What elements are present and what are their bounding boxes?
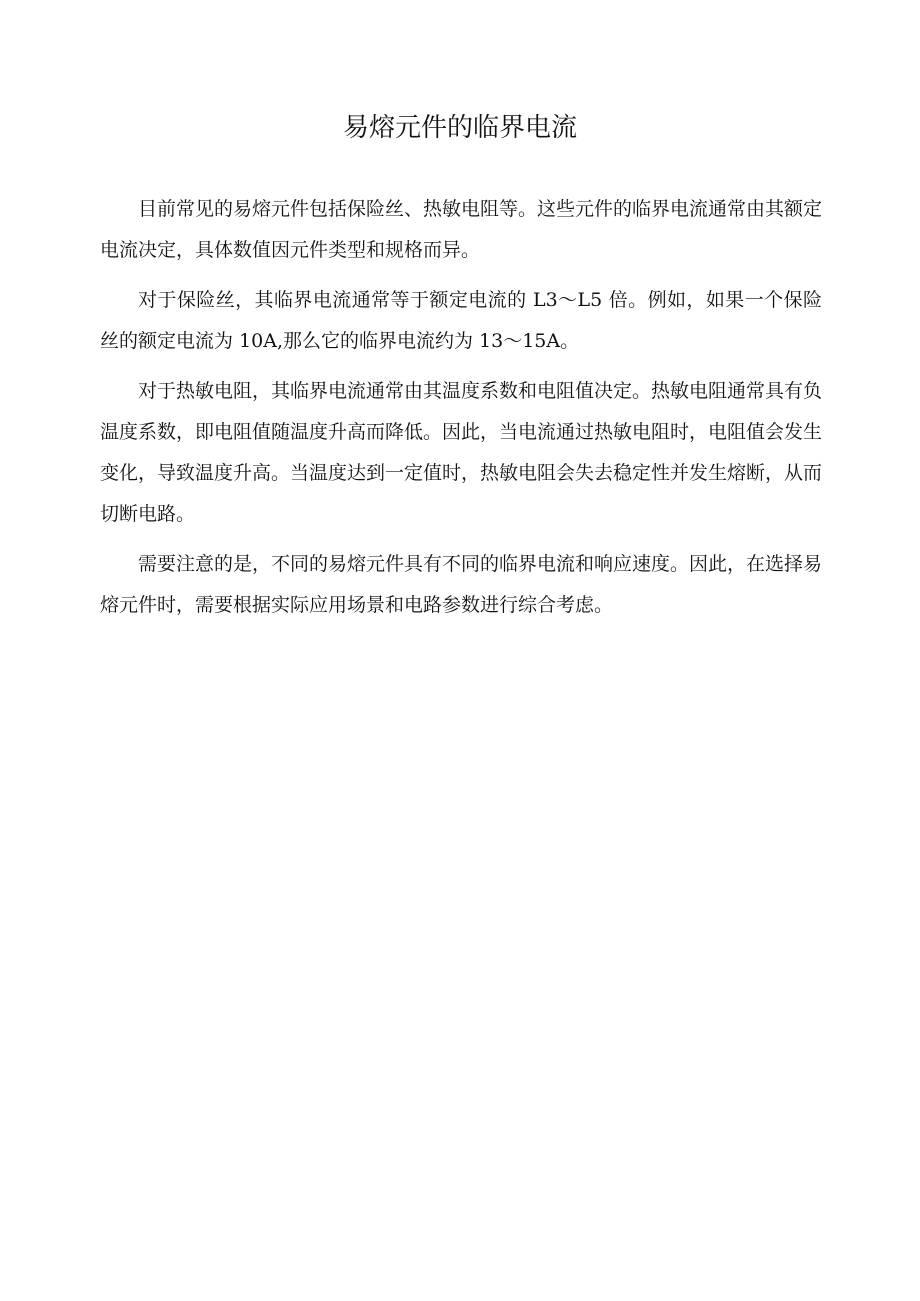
document-title: 易熔元件的临界电流 — [342, 113, 577, 143]
paragraph-fuse: 对于保险丝，其临界电流通常等于额定电流的 L3～L5 倍。例如，如果一个保险丝的额定电流为 10A,那么它的临界电流约为 13～15A。 — [100, 289, 822, 352]
paragraph-note: 需要注意的是，不同的易熔元件具有不同的临界电流和响应速度。因此，在选择易熔元件时，需要根据实际应用场景和电路参数进行综合考虑。 — [100, 553, 823, 616]
paragraph-thermistor: 对于热敏电阻，其临界电流通常由其温度系数和电阻值决定。热敏电阻通常具有负温度系数，即电阻值随温度升高而降低。因此，当电流通过热敏电阻时，电阻值会发生变化，导致温度升高。当温度达到一定值时，热敏电阻会失去稳定性并发生熔断，从而切断电路。 — [100, 380, 823, 525]
document-body — [100, 189, 822, 635]
paragraph-common-fusible-elements: 目前常见的易熔元件包括保险丝、热敏电阻等。这些元件的临界电流通常由其额定电流决定，具体数值因元件类型和规格而异。 — [100, 198, 823, 261]
